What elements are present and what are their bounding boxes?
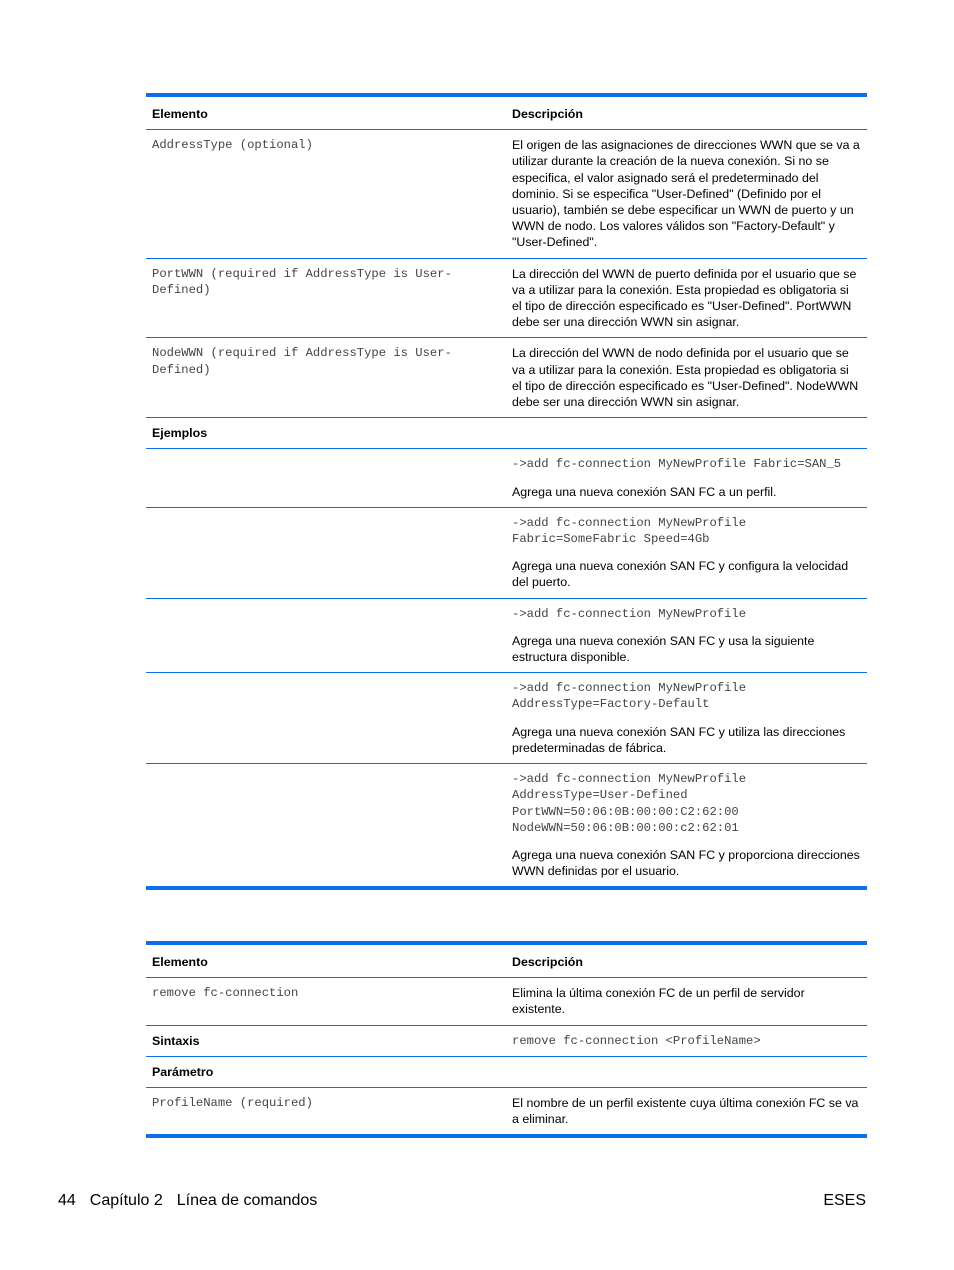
- parameter-label: Parámetro: [146, 1056, 506, 1087]
- table-row: [146, 1088, 867, 1137]
- column-header-element: Elemento: [146, 943, 506, 978]
- element-description: El origen de las asignaciones de direcciones WWN que se va a utilizar durante la creación de la nueva conexión. Si no se especifica, el valor asignado será el predeterminado del dominio. Si se especifica "User-Defined" (Definido por el usuario), también se debe especificar un WWN de puerto y un WWN de nodo. Los valores válidos son "Factory-Default" y "User-Defined".: [506, 130, 867, 258]
- parameter-profilename: ProfileName (required): [152, 1096, 313, 1111]
- column-header-element: Elemento: [146, 95, 506, 130]
- syntax-row: [146, 1025, 867, 1056]
- command-description: Elimina la última conexión FC de un perfil de servidor existente.: [506, 978, 867, 1025]
- example-command: ->add fc-connection MyNewProfile Fabric=SAN_5: [512, 457, 842, 472]
- example-description: Agrega una nueva conexión SAN FC a un perfil.: [512, 484, 777, 499]
- example-cell: [506, 764, 867, 889]
- example-row: [146, 449, 867, 507]
- locale-code: ESES: [823, 1192, 866, 1209]
- table-row: [146, 130, 867, 258]
- table-row: [146, 258, 867, 338]
- column-header-description: Descripción: [506, 943, 867, 978]
- example-description: Agrega una nueva conexión SAN FC y proporciona direcciones WWN definidas por el usuario.: [512, 847, 860, 879]
- example-cell: [506, 449, 867, 507]
- syntax-value: remove fc-connection <ProfileName>: [506, 1025, 867, 1056]
- example-command: ->add fc-connection MyNewProfile AddressType=User-Defined PortWWN=50:06:0B:00:00:C2:62:00 NodeWWN=50:06:0B:00:00:c2:62:01: [512, 772, 754, 835]
- empty-cell: [146, 449, 506, 507]
- example-row: [146, 764, 867, 889]
- example-row: [146, 673, 867, 764]
- page-footer-left: [58, 1191, 317, 1211]
- chapter-title: Línea de comandos: [176, 1192, 318, 1209]
- examples-header-row: [146, 418, 867, 449]
- element-description: La dirección del WWN de puerto definida por el usuario que se va a utilizar para la conexión. Esta propiedad es obligatoria si el tipo de dirección especificado es "User-Defined". PortWWN debe ser una dirección WWN sin asignar.: [506, 258, 867, 338]
- parameter-description: El nombre de un perfil existente cuya última conexión FC se va a eliminar.: [512, 1096, 859, 1127]
- chapter-label: Capítulo 2: [89, 1192, 163, 1209]
- table-row: [146, 338, 867, 418]
- element-description: La dirección del WWN de nodo definida por el usuario que se va a utilizar para la conexión. Esta propiedad es obligatoria si el tipo de dirección especificado es "User-Defined". NodeWWN debe ser una dirección WWN sin asignar.: [506, 338, 867, 418]
- element-nodewwn: NodeWWN (required if AddressType is User-Defined): [146, 338, 506, 418]
- empty-cell: [146, 764, 506, 889]
- page-number: 44: [58, 1192, 76, 1209]
- example-description: Agrega una nueva conexión SAN FC y usa la siguiente estructura disponible.: [512, 633, 815, 665]
- element-portwwn: PortWWN (required if AddressType is User-Defined): [146, 258, 506, 338]
- example-row: [146, 598, 867, 673]
- example-command: ->add fc-connection MyNewProfile: [512, 606, 747, 621]
- elements-table-remove-fc-connection: [146, 941, 867, 1138]
- empty-cell: [146, 507, 506, 598]
- parameter-header-row: [146, 1056, 867, 1087]
- table-row: [146, 978, 867, 1025]
- syntax-label: Sintaxis: [146, 1025, 506, 1056]
- empty-cell: [146, 598, 506, 673]
- empty-cell: [506, 418, 867, 449]
- example-command: ->add fc-connection MyNewProfile AddressType=Factory-Default: [512, 681, 754, 712]
- example-cell: [506, 507, 867, 598]
- example-command: ->add fc-connection MyNewProfile Fabric=SomeFabric Speed=4Gb: [512, 515, 754, 547]
- empty-cell: [146, 673, 506, 764]
- examples-label: Ejemplos: [146, 418, 506, 449]
- command-name: remove fc-connection: [146, 978, 506, 1025]
- element-addresstype: AddressType (optional): [146, 130, 506, 258]
- elements-table-add-fc-connection: [146, 93, 867, 890]
- example-cell: [506, 598, 867, 673]
- example-cell: [506, 673, 867, 764]
- empty-cell: [506, 1056, 867, 1087]
- example-description: Agrega una nueva conexión SAN FC y configura la velocidad del puerto.: [512, 559, 849, 590]
- example-description: Agrega una nueva conexión SAN FC y utiliza las direcciones predeterminadas de fábrica.: [512, 724, 846, 755]
- column-header-description: Descripción: [506, 95, 867, 130]
- example-row: [146, 507, 867, 598]
